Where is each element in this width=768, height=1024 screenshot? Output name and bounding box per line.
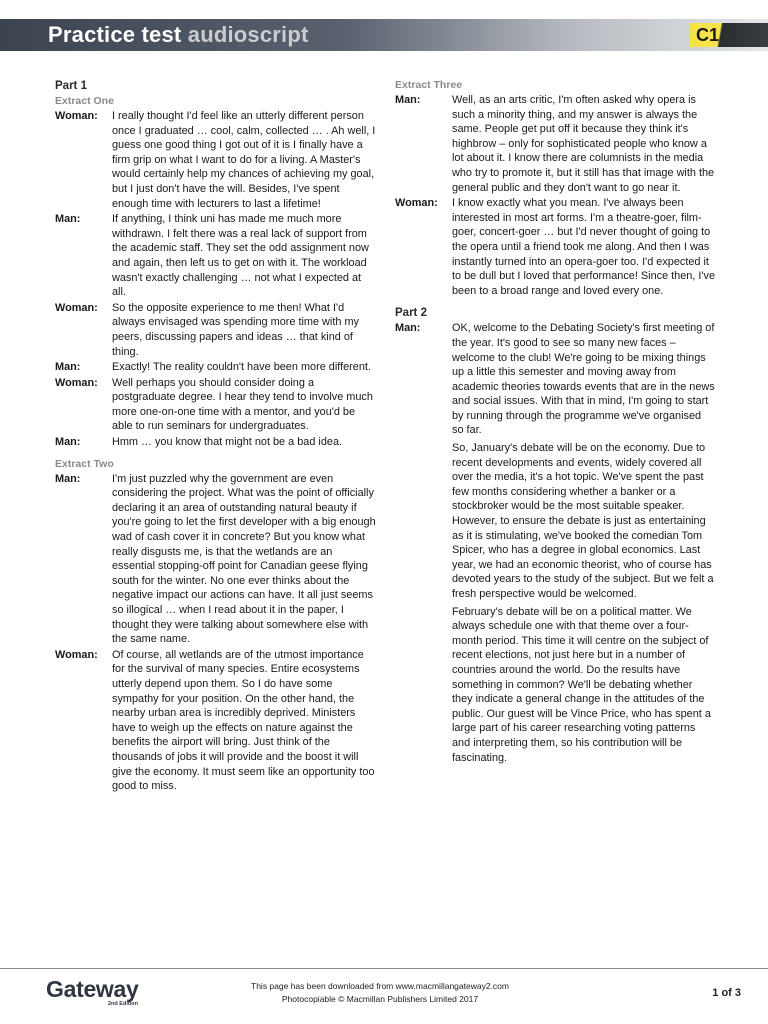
speech-text: Hmm … you know that might not be a bad idea.: [112, 436, 343, 449]
dialogue-turn: [55, 648, 377, 794]
header-band: [0, 19, 768, 51]
copyright-note: Photocopiable © Macmillan Publishers Limited 2017: [281, 994, 479, 1004]
speaker-label: Man:: [55, 472, 81, 485]
speech-paragraph: So, January's debate will be on the economy. Due to recent developments and events, widely covered all over the media, it's a hot topic. We've spent the past few months considering whether a banker or a stockbroker would be the most suitable speaker. However, to ensure the debate is just as entertaining as it is stimulating, we've booked the comedian Tom Spicer, who has a degree in global economics. Last year, we had an economic theorist, who of course has devoted years to the study of the subject. But we felt a fresh perspective would be welcomed.: [452, 442, 714, 600]
dialogue-turn: [395, 93, 715, 195]
speech-text: I know exactly what you mean. I've always been interested in most art forms. I'm a theatre-goer, film-goer, concert-goer … but I'd never thought of going to the opera until a friend took me along. And then I was instantly turned into an opera-goer too. I'd expected it to be dull but I loved that performance! Since then, I've been to a broad range and loved every one.: [452, 197, 716, 297]
part-2-monologue: [395, 321, 715, 765]
speaker-label: Man:: [55, 361, 81, 374]
extract-three: [395, 93, 715, 298]
dialogue-turn: [55, 212, 377, 300]
dialogue-turn: [55, 472, 377, 647]
speech-paragraph: February's debate will be on a political matter. We always schedule one with that theme over a four-month period. This time it will centre on the subject of recent elections, not just here but in a number of countries around the world. Do the results have something in common? We'll be debating whether they indicate a general change in the attitudes of the public. Our guest will be Vince Price, who has spent a large part of his career researching voting patterns and interpreting them, so his contribution will be fascinating.: [452, 605, 711, 764]
page-title: [48, 22, 309, 48]
speaker-label: Woman:: [55, 376, 98, 389]
dialogue-turn: [55, 301, 377, 359]
speech-text: Of course, all wetlands are of the utmost importance for the survival of many species. Entire ecosystems utterly depend upon them. So I do have some sympathy for your position. On the other hand, the nearby urban area is incredibly deprived. Ministers have to weigh up the effects on nature against the benefits the airport will bring. Just think of the thousands of jobs it will provide and the boost it will give the economy. It must seem like an opportunity too good to miss.: [112, 648, 375, 793]
speech-text: If anything, I think uni has made me much more withdrawn. I felt there was a real lack of support from the academic staff. They set the odd assignment now and again, then left us to get on with it. The workload wasn't exactly challenging … not what I expected at all.: [112, 213, 369, 299]
download-note: This page has been downloaded from www.macmillangateway2.com: [251, 981, 509, 991]
speech-text: Well perhaps you should consider doing a postgraduate degree. I hear they tend to involve much more one-on-one time with a mentor, and you'd be able to run seminars for undergraduates.: [112, 376, 373, 433]
dialogue-turn: [55, 435, 377, 450]
footer-divider: [0, 968, 768, 969]
speaker-label: Man:: [395, 322, 421, 335]
extract-one-title: Extract One: [55, 95, 114, 107]
edition-label: 2nd Edition: [108, 1001, 138, 1007]
part-2-title: Part 2: [395, 307, 427, 320]
left-column: [55, 78, 377, 795]
dialogue-turn: [395, 196, 715, 298]
extract-one: [55, 109, 377, 450]
extract-two-title: Extract Two: [55, 457, 114, 470]
speech-text: I really thought I'd feel like an utterly different person once I graduated … cool, calm, collected … . Ah well, I guess one good thing I got out of it is I finally have a firm grip on what I want to do for a living. A Master's would certainly help my chances of achieving my goal, but I just don't have the will. Besides, I've spent enough time with lecturers to last a lifetime!: [112, 110, 376, 210]
speech-text: So the opposite experience to me then! What I'd always envisaged was spending more time with my peers, discussing papers and ideas … that kind of thing.: [112, 301, 359, 358]
page-title-main: Practice test: [48, 22, 182, 47]
footer-notice: [230, 980, 530, 1006]
dialogue-turn: [55, 109, 377, 211]
speech-paragraph: OK, welcome to the Debating Society's first meeting of the year. It's good to see so many new faces – welcome to the club! We're going to be mixing things up a little this semester and moving away from academic theories towards events that are in the news and social issues. With that in mind, I'm going to start by running through the programme we've organised so far.: [452, 322, 715, 437]
speaker-label: Woman:: [55, 110, 98, 122]
speech-text: I'm just puzzled why the government are even considering the project. What was the point of officially declaring it an area of outstanding natural beauty if you're going to let the first developer with a big enough wad of cash cover it in concrete? But you know what really disgusts me, is that the wetlands are an essential stopping-off point for Canadian geese flying south for the winter. No one ever thinks about the negative impact our actions can have. It all just seems so illogical … when I read about it in the paper, I thought they were talking about somewhere else with the same name.: [112, 472, 376, 646]
page-number: 1 of 3: [712, 987, 741, 999]
level-badge-label: C1: [696, 25, 720, 45]
extract-two: [55, 472, 377, 794]
level-badge: [690, 23, 768, 47]
speaker-label: Woman:: [55, 648, 98, 661]
speaker-label: Woman:: [395, 197, 438, 210]
speaker-label: Woman:: [55, 301, 98, 314]
speech-text: Exactly! The reality couldn't have been more different.: [112, 361, 371, 374]
extract-three-title: Extract Three: [395, 79, 463, 91]
speech-text: Well, as an arts critic, I'm often asked why opera is such a minority thing, and my answer is always the same. People get put off it because they think it's highbrow – only for sophisticated people who know a lot about it. I know there are columnists in the media who try to promote it, but it still has that image with the general public and they don't want to go near it.: [452, 94, 715, 194]
part-1-title: Part 1: [55, 80, 87, 92]
speaker-label: Man:: [55, 436, 81, 449]
dialogue-turn: [55, 376, 377, 434]
gateway-logo: Gateway: [46, 976, 139, 1002]
speaker-label: Man:: [395, 94, 421, 106]
right-column: [395, 78, 715, 766]
dialogue-turn: [55, 360, 377, 375]
speaker-label: Man:: [55, 213, 81, 226]
speech-text: [452, 321, 715, 765]
page-title-sub: audioscript: [187, 22, 309, 47]
